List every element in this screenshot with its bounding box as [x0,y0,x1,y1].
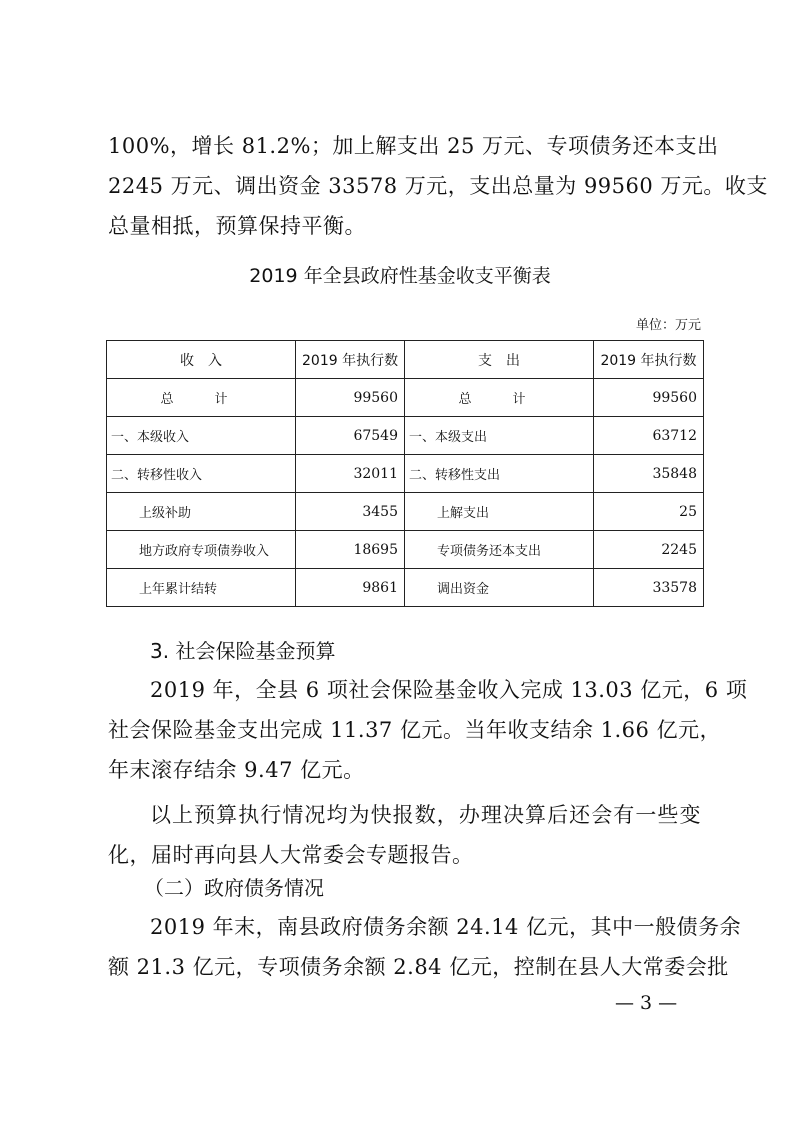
table-row [107,493,704,531]
income-cell: 地方政府专项债券收入 [107,531,296,569]
fund-balance-table [106,340,704,607]
paragraph-line: 年末滚存结余 9.47 亿元。 [108,758,365,782]
header-expense-value: 2019 年执行数 [594,341,704,379]
income-value-cell: 32011 [296,455,405,493]
expense-cell: 专项债务还本支出 [405,531,594,569]
expense-cell: 一、本级支出 [405,417,594,455]
paragraph-line: 2245 万元、调出资金 33578 万元，支出总量为 99560 万元。收支 [108,174,768,198]
paragraph-line: 额 21.3 亿元，专项债务余额 2.84 亿元，控制在县人大常委会批 [108,955,729,979]
expense-value-cell: 33578 [594,569,704,607]
table-title: 2019 年全县政府性基金收支平衡表 [249,265,551,287]
header-expense: 支 出 [405,341,594,379]
paragraph-line: 100%，增长 81.2%；加上解支出 25 万元、专项债务还本支出 [108,134,719,158]
expense-cell: 二、转移性支出 [405,455,594,493]
expense-cell: 调出资金 [405,569,594,607]
income-value-cell: 18695 [296,531,405,569]
table-row [107,379,704,417]
expense-value-cell: 2245 [594,531,704,569]
expense-value-cell: 63712 [594,417,704,455]
header-income: 收 入 [107,341,296,379]
table-row [107,569,704,607]
expense-value-cell: 35848 [594,455,704,493]
income-value-cell: 9861 [296,569,405,607]
table-row [107,455,704,493]
header-income-value: 2019 年执行数 [296,341,405,379]
page-number: — 3 — [615,992,678,1014]
income-cell: 上年累计结转 [107,569,296,607]
paragraph-line: 2019 年，全县 6 项社会保险基金收入完成 13.03 亿元，6 项 [150,678,748,702]
expense-cell: 上解支出 [405,493,594,531]
income-cell: 总 计 [107,379,296,417]
table-row [107,531,704,569]
section-heading: （二）政府债务情况 [144,876,324,900]
income-value-cell: 3455 [296,493,405,531]
table-row [107,417,704,455]
income-cell: 二、转移性收入 [107,455,296,493]
unit-label: 单位：万元 [635,318,701,333]
paragraph-line: 以上预算执行情况均为快报数，办理决算后还会有一些变 [150,803,701,827]
expense-cell: 总 计 [405,379,594,417]
income-cell: 一、本级收入 [107,417,296,455]
paragraph-line: 化，届时再向县人大常委会专题报告。 [108,843,474,867]
expense-value-cell: 25 [594,493,704,531]
paragraph-line: 总量相抵，预算保持平衡。 [108,214,366,238]
table-header-row [107,341,704,379]
income-cell: 上级补助 [107,493,296,531]
paragraph-line: 2019 年末，南县政府债务余额 24.14 亿元，其中一般债务余 [150,915,742,939]
paragraph-line: 社会保险基金支出完成 11.37 亿元。当年收支结余 1.66 亿元， [108,718,722,742]
expense-value-cell: 99560 [594,379,704,417]
section-heading: 3. 社会保险基金预算 [150,639,336,663]
income-value-cell: 67549 [296,417,405,455]
income-value-cell: 99560 [296,379,405,417]
